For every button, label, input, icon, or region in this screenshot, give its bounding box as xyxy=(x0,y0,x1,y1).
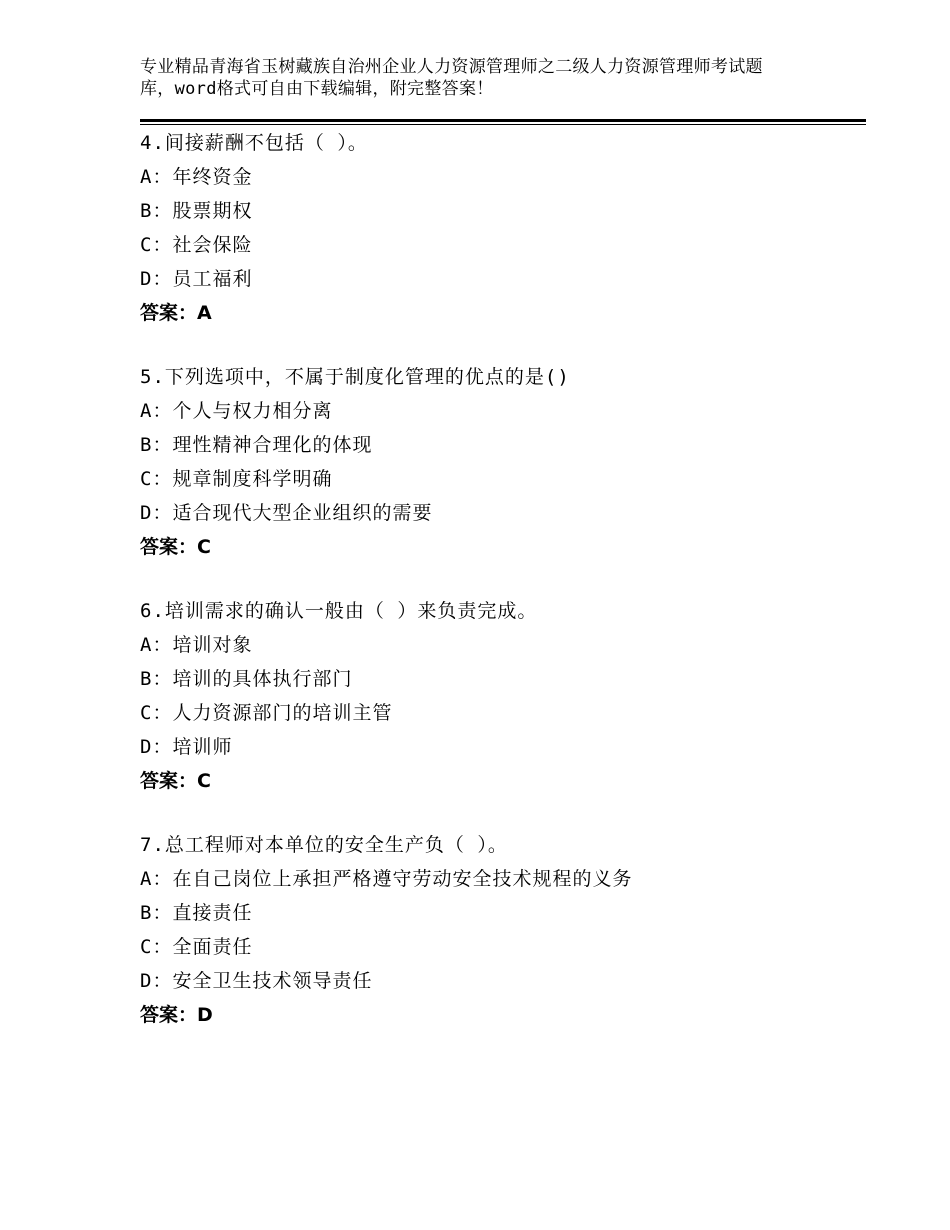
option-b: B：培训的具体执行部门 xyxy=(140,668,353,690)
option-d: D：员工福利 xyxy=(140,268,253,290)
option-a: A：在自己岗位上承担严格遵守劳动安全技术规程的义务 xyxy=(140,868,633,890)
document-header xyxy=(140,56,830,100)
question-list xyxy=(140,126,866,1062)
option-d: D：培训师 xyxy=(140,736,233,758)
option-c: C：全面责任 xyxy=(140,936,253,958)
question-stem: 7.总工程师对本单位的安全生产负（ ）。 xyxy=(140,834,508,856)
question-stem: 6.培训需求的确认一般由（ ）来负责完成。 xyxy=(140,600,538,622)
option-c: C：规章制度科学明确 xyxy=(140,468,333,490)
question-stem: 4.间接薪酬不包括（ ）。 xyxy=(140,132,368,154)
option-c: C：人力资源部门的培训主管 xyxy=(140,702,393,724)
question-4 xyxy=(140,126,866,330)
header-line-2: 库，word格式可自由下载编辑，附完整答案！ xyxy=(140,79,494,99)
header-rule-thick xyxy=(140,119,866,122)
answer-label: 答案：A xyxy=(140,302,212,324)
option-b: B：理性精神合理化的体现 xyxy=(140,434,373,456)
question-7 xyxy=(140,828,866,1032)
option-d: D：适合现代大型企业组织的需要 xyxy=(140,502,433,524)
option-a: A：年终资金 xyxy=(140,166,253,188)
question-stem: 5.下列选项中，不属于制度化管理的优点的是() xyxy=(140,366,570,388)
option-a: A：个人与权力相分离 xyxy=(140,400,333,422)
option-a: A：培训对象 xyxy=(140,634,253,656)
option-d: D：安全卫生技术领导责任 xyxy=(140,970,373,992)
answer-label: 答案：C xyxy=(140,770,211,792)
option-b: B：直接责任 xyxy=(140,902,253,924)
question-5 xyxy=(140,360,866,564)
answer-label: 答案：D xyxy=(140,1004,213,1026)
answer-label: 答案：C xyxy=(140,536,211,558)
option-b: B：股票期权 xyxy=(140,200,253,222)
option-c: C：社会保险 xyxy=(140,234,253,256)
header-line-1: 专业精品青海省玉树藏族自治州企业人力资源管理师之二级人力资源管理师考试题 xyxy=(140,57,763,77)
question-6 xyxy=(140,594,866,798)
header-rule-thin xyxy=(140,124,866,125)
